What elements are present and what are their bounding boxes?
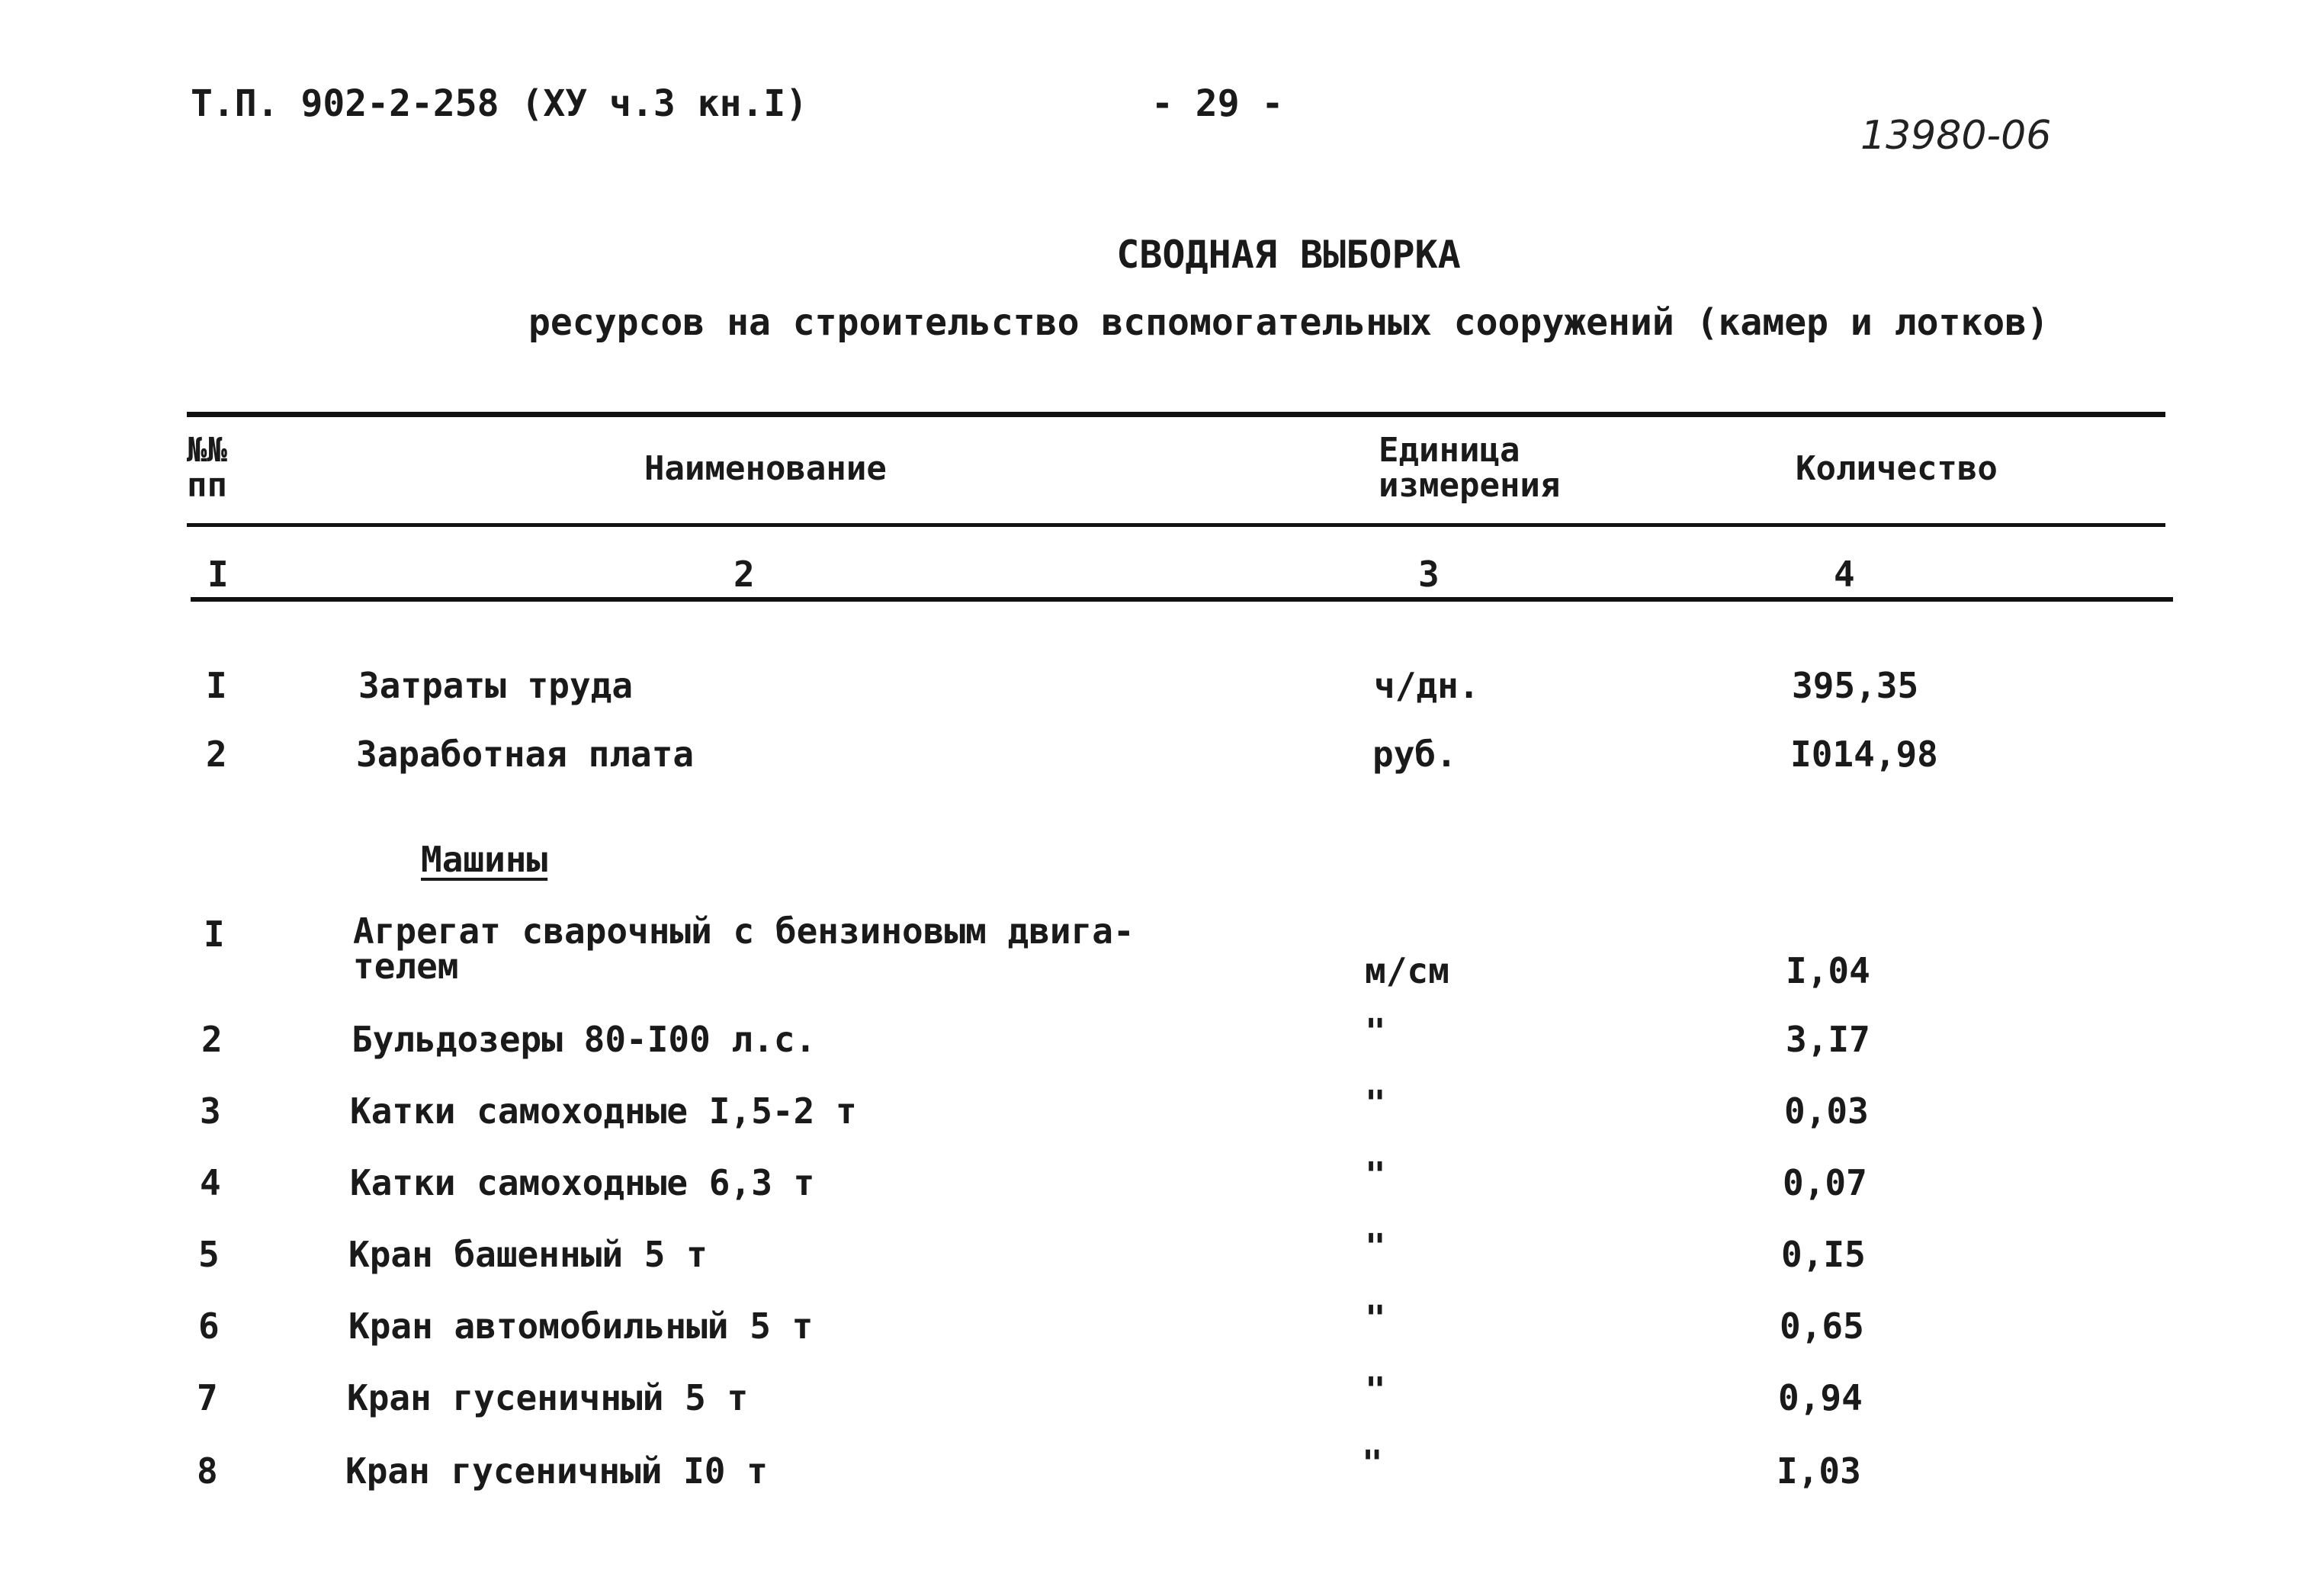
col-number-1: I [207,554,229,595]
row-name: Кран башенный 5 т [348,1234,708,1275]
row-unit: ч/дн. [1374,665,1480,706]
row-name: Кран гусеничный I0 т [345,1450,768,1492]
row-qty: 0,94 [1778,1377,1863,1418]
row-name-line2: телем [353,946,459,987]
document-code: Т.П. 902-2-258 (ХУ ч.3 кн.I) [191,82,808,125]
col-header-qty: Количество [1796,449,1998,488]
row-num: 2 [201,1019,223,1060]
row-qty: I,04 [1786,950,1870,991]
row-qty: 0,07 [1783,1162,1867,1203]
row-unit: " [1365,1155,1386,1196]
row-qty: I014,98 [1790,734,1938,775]
row-qty: 395,35 [1792,665,1919,706]
row-num: 3 [200,1090,221,1132]
col-header-unit-line2: измерения [1379,466,1561,505]
row-unit: " [1365,1370,1386,1411]
table-top-rule [187,412,2165,417]
col-header-num-line1: №№ [187,431,227,470]
row-unit: " [1365,1298,1386,1339]
col-header-num-line2: пп [187,466,227,505]
document-title: СВОДНАЯ ВЫБОРКА [1116,233,1461,277]
col-header-unit-line1: Единица [1379,431,1520,470]
row-name: Бульдозеры 80-I00 л.с. [351,1019,817,1060]
row-unit: м/см [1365,950,1449,991]
row-qty: 0,65 [1780,1306,1864,1347]
table-colnum-rule [191,597,2173,602]
row-unit: руб. [1372,734,1457,775]
table-header-rule [187,523,2165,527]
row-num: 8 [197,1450,218,1492]
col-number-4: 4 [1834,554,1855,595]
row-num: I [204,914,225,955]
col-header-unit [1379,433,1560,503]
col-number-2: 2 [733,554,755,595]
row-num: I [206,665,227,706]
col-number-3: 3 [1418,554,1440,595]
page-number: - 29 - [1151,82,1284,125]
row-qty: 0,I5 [1781,1234,1866,1275]
row-num: 5 [198,1234,220,1275]
row-name: Катки самоходные 6,3 т [350,1162,815,1203]
row-unit: " [1365,1226,1386,1267]
row-num: 7 [197,1377,218,1418]
row-unit: " [1365,1083,1386,1124]
row-qty: I,03 [1777,1450,1861,1492]
archive-number: 13980-06 [1860,113,2052,159]
row-num: 6 [198,1306,220,1347]
row-num: 4 [200,1162,221,1203]
document-subtitle: ресурсов на строительство вспомогательных сооружений (камер и лотков) [528,301,2049,344]
row-name: Кран автомобильный 5 т [348,1306,814,1347]
row-num: 2 [206,734,227,775]
row-unit: " [1362,1443,1383,1484]
row-name: Катки самоходные I,5-2 т [350,1090,857,1132]
row-name: Кран гусеничный 5 т [347,1377,749,1418]
row-unit: " [1365,1011,1386,1052]
col-header-name: Наименование [644,449,887,488]
row-name: Заработная плата [356,734,695,775]
row-name-line1: Агрегат сварочный с бензиновым двига- [353,911,1135,952]
row-name: Затраты труда [358,665,634,706]
col-header-num [187,433,227,503]
section-title-machines: Машины [421,839,548,880]
row-qty: 0,03 [1784,1090,1869,1132]
row-name [353,911,1135,987]
row-qty: 3,I7 [1786,1019,1870,1060]
